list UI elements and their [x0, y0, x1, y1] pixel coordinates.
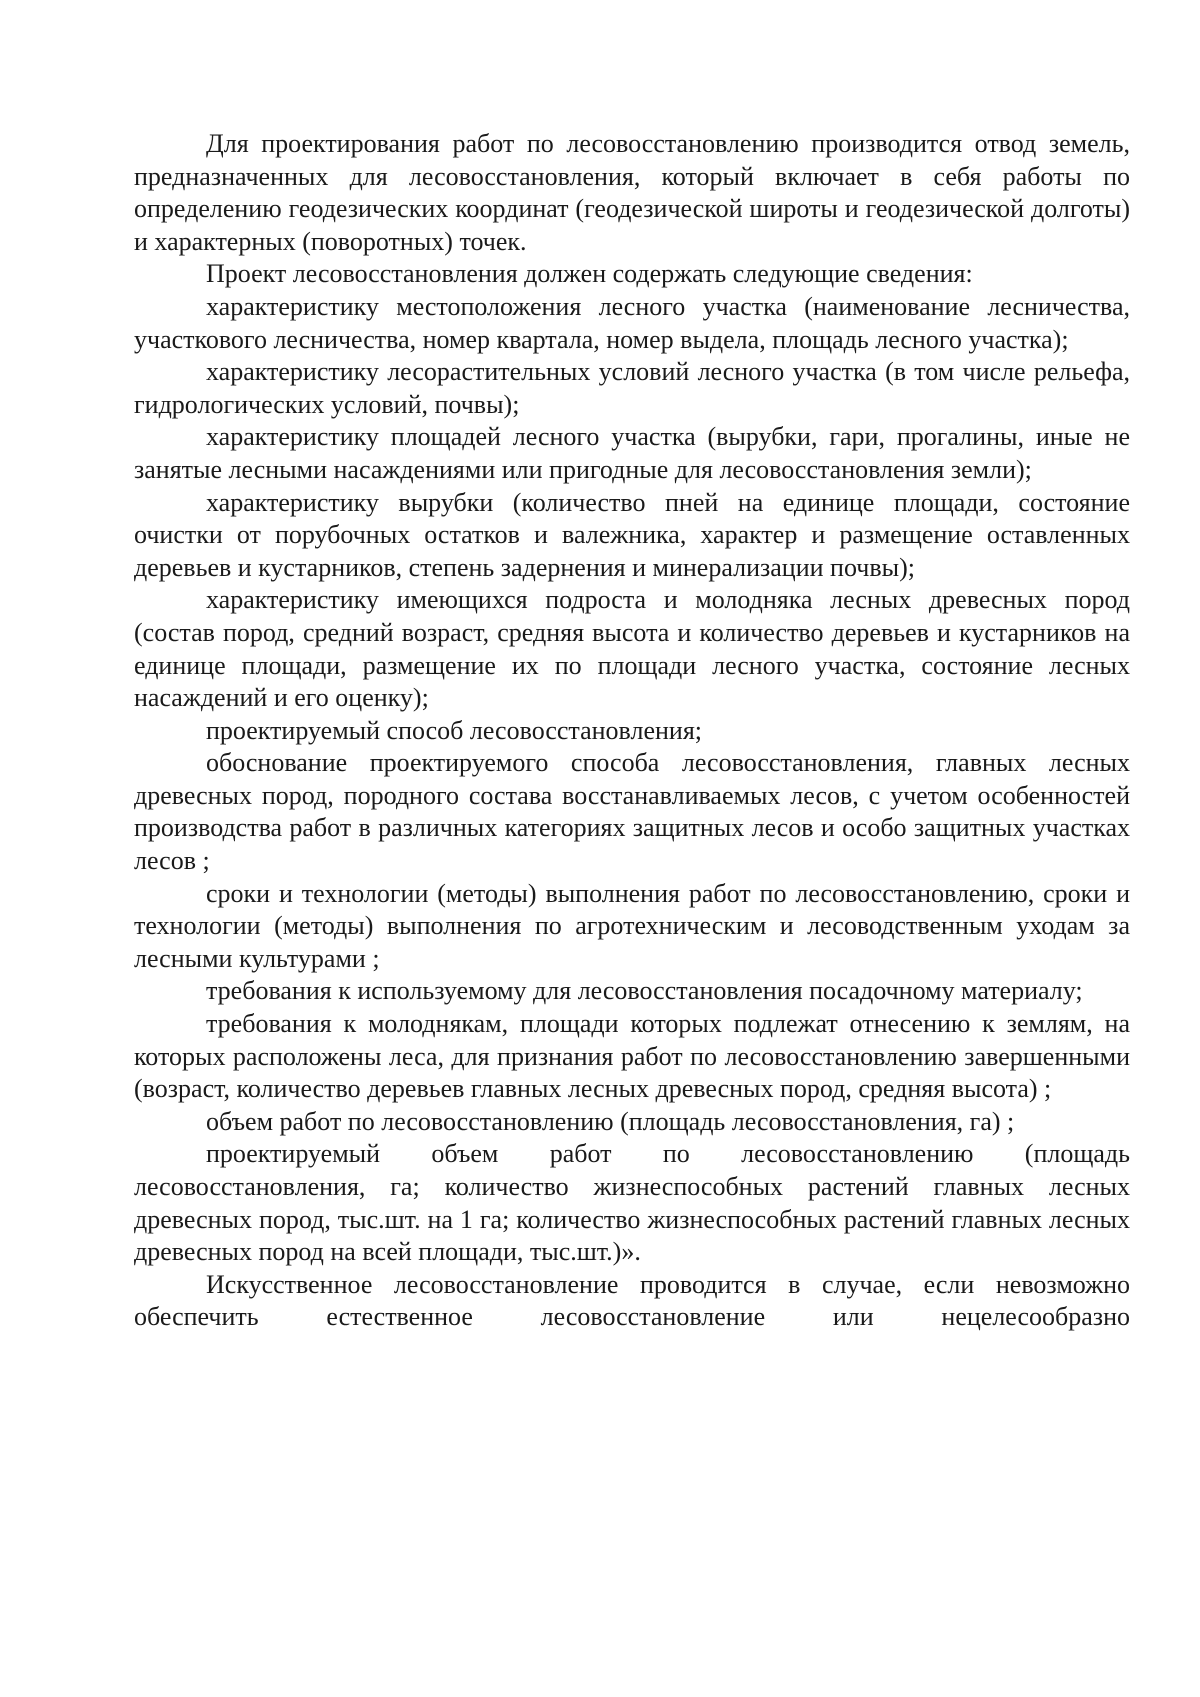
paragraph-10: сроки и технологии (методы) выполнения работ по лесовосстановлению, сроки и технологии (методы) выполнения по агротехническим и лесоводственным уходам за лесными культурами ;	[134, 878, 1130, 973]
paragraph-7: характеристику имеющихся подроста и молодняка лесных древесных пород (состав пород, средний возраст, средняя высота и количество деревьев и кустарников на единице площади, размещение их по площади лесного участка, состояние лесных насаждений и его оценку);	[134, 585, 1130, 713]
paragraph-12: требования к молоднякам, площади которых подлежат отнесению к землям, на которых расположены леса, для признания работ по лесовосстановлению завершенными (возраст, количество деревьев главных лесных древесных пород, средняя высота) ;	[134, 1009, 1130, 1104]
paragraph-9: обоснование проектируемого способа лесовосстановления, главных лесных древесных пород, породного состава восстанавливаемых лесов, с учетом особенностей производства работ в различных категориях защитных лесов и особо защитных участках лесов ;	[134, 748, 1130, 876]
paragraph-2: Проект лесовосстановления должен содержать следующие сведения:	[206, 259, 973, 289]
paragraph-8: проектируемый способ лесовосстановления;	[206, 715, 703, 745]
paragraph-15: Искусственное лесовосстановление проводится в случае, если невозможно обеспечить естественное лесовосстановление или нецелесообразно	[134, 1269, 1130, 1332]
paragraph-14: проектируемый объем работ по лесовосстановлению (площадь лесовосстановления, га; количество жизнеспособных растений главных лесных древесных пород, тыс.шт. на 1 га; количество жизнеспособных растений главных лесных древесных пород на всей площади, тыс.шт.)».	[134, 1139, 1130, 1267]
document-body	[134, 128, 1130, 1334]
paragraph-11: требования к используемому для лесовосстановления посадочному материалу;	[206, 976, 1083, 1006]
paragraph-5: характеристику площадей лесного участка (вырубки, гари, прогалины, иные не занятые лесными насаждениями или пригодные для лесовосстановления земли);	[134, 422, 1130, 484]
paragraph-6: характеристику вырубки (количество пней на единице площади, состояние очистки от порубочных остатков и валежника, характер и размещение оставленных деревьев и кустарников, степень задернения и минерализации почвы);	[134, 487, 1130, 582]
paragraph-3: характеристику местоположения лесного участка (наименование лесничества, участкового лесничества, номер квартала, номер выдела, площадь лесного участка);	[134, 291, 1130, 354]
paragraph-13: объем работ по лесовосстановлению (площадь лесовосстановления, га) ;	[206, 1106, 1015, 1136]
paragraph-1: Для проектирования работ по лесовосстановлению производится отвод земель, предназначенных для лесовосстановления, который включает в себя работы по определению геодезических координат (геодезической широты и геодезической долготы) и характерных (поворотных) точек.	[134, 129, 1130, 256]
paragraph-4: характеристику лесорастительных условий лесного участка (в том числе рельефа, гидрологических условий, почвы);	[134, 357, 1130, 419]
